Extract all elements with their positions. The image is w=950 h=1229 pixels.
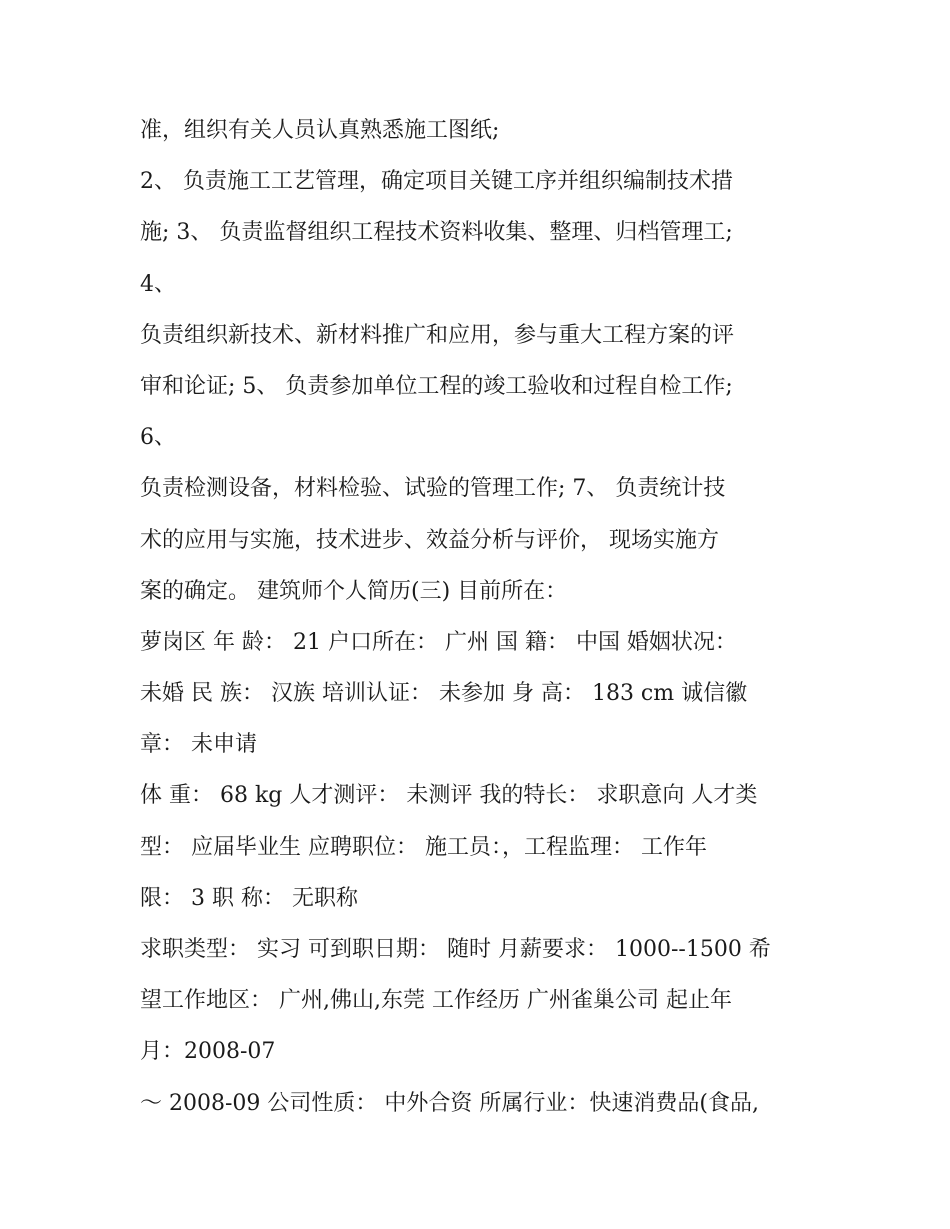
text-line: ～ 2008-09 公司性质： 中外合资 所属行业：快速消费品(食品, (140, 1090, 759, 1116)
text-line: 审和论证; 5、 负责参加单位工程的竣工验收和过程自检工作; (140, 373, 733, 399)
text-line: 未婚 民 族： 汉族 培训认证： 未参加 身 高： 183 cm 诚信徽 (140, 681, 748, 707)
text-line: 6、 (140, 425, 176, 451)
text-line: 2、 负责施工工艺管理，确定项目关键工序并组织编制技术措 (140, 169, 733, 195)
text-line: 体 重： 68 kg 人才测评： 未测评 我的特长： 求职意向 人才类 (140, 783, 758, 809)
text-line: 望工作地区： 广州,佛山,东莞 工作经历 广州雀巢公司 起止年 (140, 988, 732, 1014)
text-line: 萝岗区 年 龄： 21 户口所在： 广州 国 籍： 中国 婚姻状况： (140, 629, 737, 655)
text-line: 施; 3、 负责监督组织工程技术资料收集、整理、归档管理工; (140, 220, 733, 246)
text-line: 负责组织新技术、新材料推广和应用，参与重大工程方案的评 (140, 322, 735, 348)
text-line: 4、 (140, 271, 176, 297)
text-line: 负责检测设备，材料检验、试验的管理工作; 7、 负责统计技 (140, 476, 726, 502)
text-line: 准，组织有关人员认真熟悉施工图纸; (140, 118, 500, 143)
text-line: 限： 3 职 称： 无职称 (140, 885, 358, 911)
text-line: 月：2008-07 (140, 1039, 276, 1065)
text-line: 章： 未申请 (140, 732, 257, 758)
text-line: 求职类型： 实习 可到职日期： 随时 月薪要求： 1000--1500 希 (140, 937, 771, 962)
text-line: 型： 应届毕业生 应聘职位： 施工员：，工程监理： 工作年 (140, 834, 707, 860)
document-body-text (140, 105, 820, 1129)
text-line: 案的确定。 建筑师个人简历(三) 目前所在： (140, 578, 568, 604)
text-line: 术的应用与实施，技术进步、效益分析与评价， 现场实施方 (140, 527, 719, 553)
